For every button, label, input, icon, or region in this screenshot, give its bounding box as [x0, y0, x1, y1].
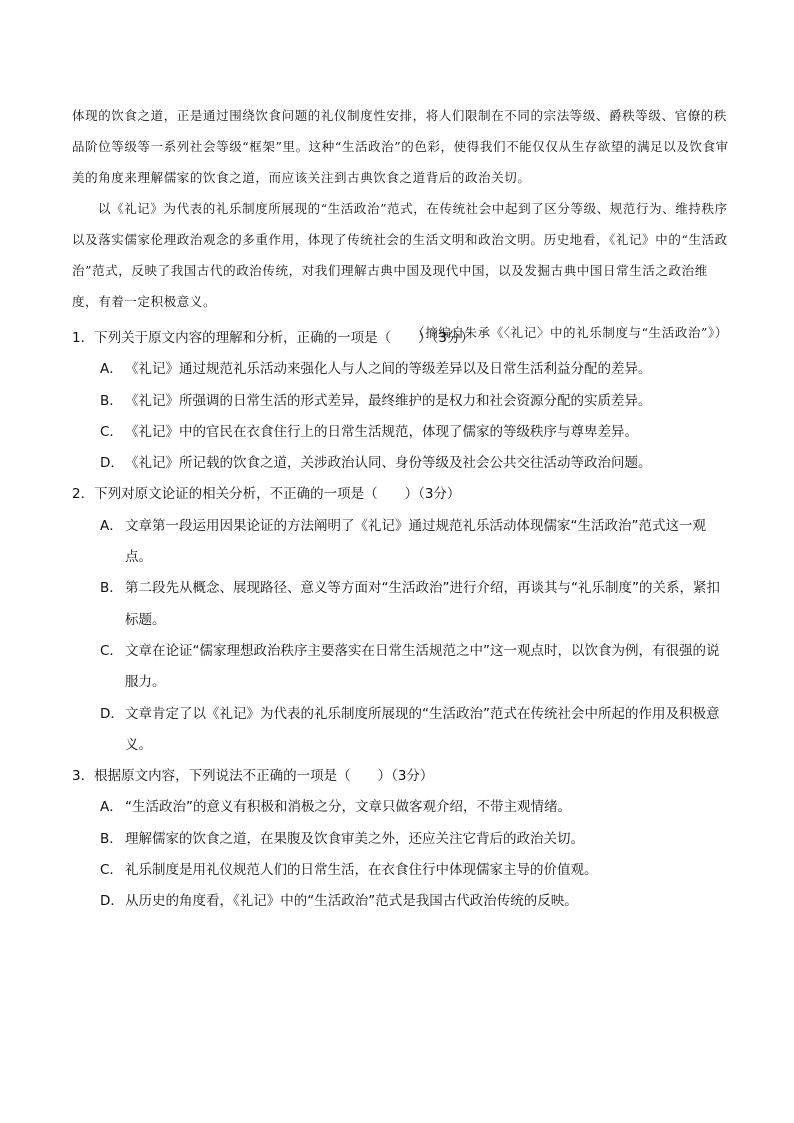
- option-text: 文章在论证“儒家理想政治秩序主要落实在日常生活规范之中”这一观点时，以饮食为例，有很强的说服力。: [125, 642, 720, 691]
- option-text: 礼乐制度是用礼仪规范人们的日常生活，在衣食住行中体现儒家主导的价值观。: [125, 862, 598, 879]
- option-key: C．: [100, 642, 123, 659]
- option-key: D．: [100, 705, 124, 722]
- question-1: [72, 323, 732, 479]
- option-text: 《礼记》通过规范礼乐活动来强化人与人之间的等级差异以及日常生活利益分配的差异。: [125, 361, 652, 378]
- option-text: 《礼记》所记载的饮食之道，关涉政治认同、身份等级及社会公共交往活动等政治问题。: [125, 455, 652, 472]
- option-key: B．: [100, 830, 123, 847]
- answer-option: [72, 824, 732, 855]
- question-stem: 3．根据原文内容，下列说法不正确的一项是（ ）（3分）: [72, 768, 434, 785]
- option-key: A．: [100, 361, 123, 378]
- answer-option: [72, 448, 732, 479]
- question-list: [72, 323, 732, 918]
- answer-option: [72, 855, 732, 886]
- answer-option: [72, 386, 732, 417]
- option-key: C．: [100, 423, 123, 440]
- question-stem: 1．下列关于原文内容的理解和分析，正确的一项是（ ）（3分）: [72, 330, 474, 346]
- option-text: 从历史的角度看，《礼记》中的“生活政治”范式是我国古代政治传统的反映。: [125, 893, 578, 910]
- option-key: A．: [100, 517, 123, 534]
- option-key: D．: [100, 893, 124, 910]
- option-text: 第二段先从概念、展现路径、意义等方面对“生活政治”进行介绍，再谈其与“礼乐制度”的关系，紧扣标题。: [125, 580, 720, 628]
- question-3: [72, 761, 732, 917]
- option-key: C．: [100, 862, 123, 879]
- answer-option: [72, 792, 732, 823]
- option-key: B．: [100, 580, 123, 597]
- answer-option: [72, 511, 732, 574]
- question-stem: 2．下列对原文论证的相关分析，不正确的一项是（ ）（3分）: [72, 486, 461, 503]
- question-2: [72, 479, 732, 761]
- answer-option: [72, 699, 732, 762]
- answer-option: [72, 886, 732, 917]
- reading-passage: [72, 100, 732, 348]
- answer-option: [72, 573, 732, 636]
- option-text: 理解儒家的饮食之道，在果腹及饮食审美之外，还应关注它背后的政治关切。: [125, 830, 584, 847]
- option-text: 《礼记》中的官民在衣食住行上的日常生活规范，体现了儒家的等级秩序与尊卑差异。: [125, 423, 638, 440]
- option-text: 《礼记》所强调的日常生活的形式差异，最终维护的是权力和社会资源分配的实质差异。: [125, 392, 652, 409]
- option-key: A．: [100, 799, 123, 816]
- option-text: 文章第一段运用因果论证的方法阐明了《礼记》通过规范礼乐活动体现儒家“生活政治”范式这一观点。: [125, 517, 706, 566]
- passage-paragraph-2: 以《礼记》为代表的礼乐制度所展现的“生活政治”范式，在传统社会中起到了区分等级、规范行为、维持秩序以及落实儒家伦理政治观念的多重作用，体现了传统社会的生活文明和政治文明。历史地看，《礼记》中的“生活政治”范式，反映了我国古代的政治传统，对我们理解古典中国及现代中国，以及发掘古典中国日常生活之政治维度，有着一定积极意义。: [72, 201, 728, 309]
- passage-source: （摘编自朱承《〈礼记〉中的礼乐制度与“生活政治”》）: [412, 325, 728, 340]
- option-text: “生活政治”的意义有积极和消极之分，文章只做客观介绍，不带主观情绪。: [125, 799, 571, 816]
- answer-option: [72, 354, 732, 385]
- passage-paragraph-1: 体现的饮食之道，正是通过围绕饮食问题的礼仪制度性安排，将人们限制在不同的宗法等级、爵秩等级、官僚的秩品阶位等级等一系列社会等级“框架”里。这种“生活政治”的色彩，使得我们不能仅仅从生存欲望的满足以及饮食审美的角度来理解儒家的饮食之道，而应该关注到古典饮食之道背后的政治关切。: [72, 108, 729, 185]
- option-key: B．: [100, 392, 123, 409]
- answer-option: [72, 417, 732, 448]
- option-key: D．: [100, 455, 124, 472]
- answer-option: [72, 636, 732, 699]
- option-text: 文章肯定了以《礼记》为代表的礼乐制度所展现的“生活政治”范式在传统社会中所起的作用及积极意义。: [125, 705, 720, 753]
